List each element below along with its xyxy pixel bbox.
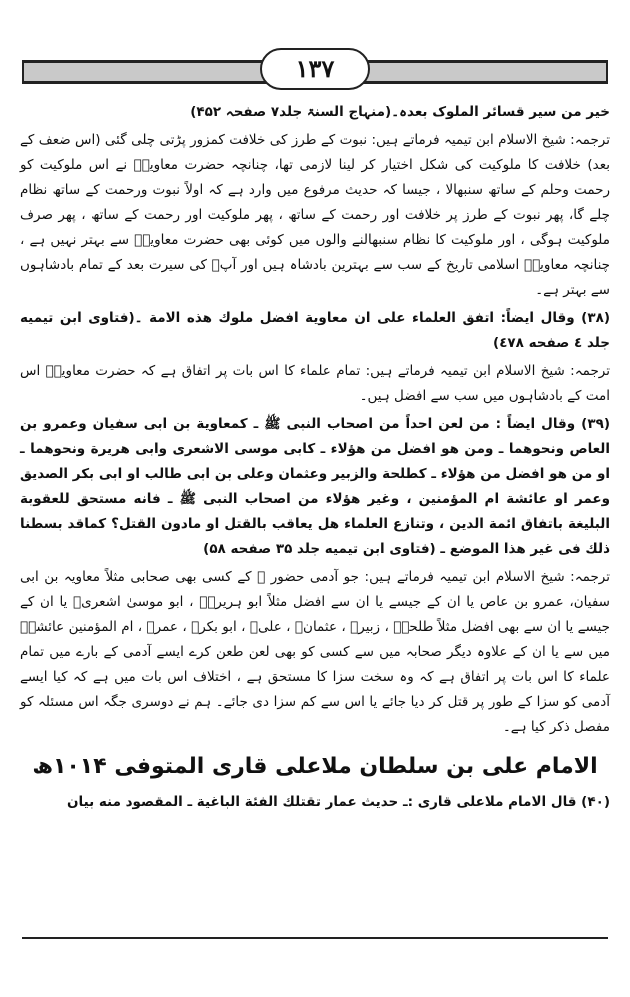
arabic-quote-39: (۳۹) وقال ایضاً : من لعن احداً من اصحاب النبی ﷺ ـ کمعاویة بن ابی سفیان وعمرو بن العاص ونحوهما ـ ومن هو افضل من هؤلاء ـ کابی موسی الاشعری وابی هریرة ونحوهما ـ او من هو افضل من هؤلاء ـ کطلحة والزبیر وعثمان وعلی بن ابی طالب او ابی بکر الصدیق وعمر او عائشة ام المؤمنین ، وغیر هؤلاء من اصحاب النبی ﷺ ـ فانه مستحق للعقوبة البلیغة باتفاق ائمة الدین ، وتنازع العلماء هل یعاقب بالقتل او مادون القتل؟ کماقد بسطنا ذلك فی غیر هذا الموضع ـ (فتاوی ابن تیمیه جلد ۳۵ صفحه ۵۸) [20, 416, 610, 557]
translation-paragraph: ترجمہ: شیخ الاسلام ابن تیمیہ فرماتے ہیں: جو آدمی حضور ﷺ کے کسی بھی صحابی مثلاً معاویہ بن ابی سفیان، عمرو بن عاص یا ان کے جیسے یا ان سے افضل مثلاً ابو ہریرہؓ ، ابو موسیٰ اشعریؓ یا ان کے جیسے یا ان سے بھی افضل مثلاً طلحہؓ ، زبیرؓ ، عثمانؓ ، علیؓ ، ابو بکرؓ ، عمرؓ ، ام المؤمنین عائشہؓ میں سے یا ان کے علاوہ دیگر صحابہ میں سے کسی کو بھی لعن طعن کرے ایسے آدمی کے بارے میں تمام علماء کا اس بات پر اتفاق ہے کہ وہ سخت سزا کا مستحق ہے ، اختلاف اس بات میں ہے کہ کیا ایسے آدمی کو سزا کے طور پر قتل کر دیا جائے یا اس سے کم سزا دی جائے۔ ہم نے دوسری جگہ اس مسئلہ کو مفصل ذکر کیا ہے۔ [20, 569, 610, 735]
header-edge-left [22, 60, 24, 84]
translation-paragraph: ترجمہ: شیخ الاسلام ابن تیمیہ فرماتے ہیں: نبوت کے طرز کی خلافت کمزور پڑتی چلی گئی (اس ضعف کے بعد) خلافت کا ملوکیت کی شکل اختیار کر لینا لازمی تھا، چنانچہ حضرت معاویہؓ نے اس ملوکیت کو رحمت وحلم کے ساتھ سنبھالا ، جیسا کہ حدیث مرفوع میں وارد ہے کہ اولاً نبوت ورحمت کے ساتھ نظام چلے گا، پھر نبوت کے طرز پر خلافت اور رحمت کے ساتھ ، پھر ملوکیت اور رحمت کے ساتھ ، پھر صرف ملوکیت ہوگی ، اور ملوکیت کا نظام سنبھالنے والوں میں کوئی بھی حضرت معاویہؓ سے بہتر نہیں ہے ، چنانچہ معاویہؓ اسلامی تاریخ کے سب سے بہترین بادشاہ ہیں اور آپؓ کی سیرت بعد کے تمام بادشاہوں سے بہتر ہے۔ [20, 132, 610, 298]
page-number: ۱۳۷ [260, 48, 370, 90]
citation-line: خیر من سیر قسائر الملوک بعدہ۔(منہاج السنۃ جلد۷ صفحہ ۴۵۲) [190, 104, 610, 120]
footer-rule [22, 937, 608, 939]
section-heading: الامام علی بن سلطان ملاعلی قاری المتوفی ۱۰۱۴ھ [32, 754, 598, 779]
page-body [20, 100, 610, 818]
arabic-quote-38: (۳۸) وقال ایضاً: اتفق العلماء علی ان معاویة افضل ملوك هذه الامة ۔(فتاوی ابن تیمیه جلد ٤ صفحه ٤٧٨) [20, 310, 610, 351]
translation-paragraph: ترجمہ: شیخ الاسلام ابن تیمیہ فرماتے ہیں: تمام علماء کا اس بات پر اتفاق ہے کہ حضرت معاویہؓ اس امت کے بادشاہوں میں سب سے افضل ہیں۔ [20, 363, 610, 404]
page-header [22, 48, 608, 92]
arabic-quote-40: (۴۰) قال الامام ملاعلی قاری :ـ حدیث عمار تقتلك الفئة الباغیة ـ المقصود منه بیان [67, 794, 610, 810]
header-edge-right [606, 60, 608, 84]
